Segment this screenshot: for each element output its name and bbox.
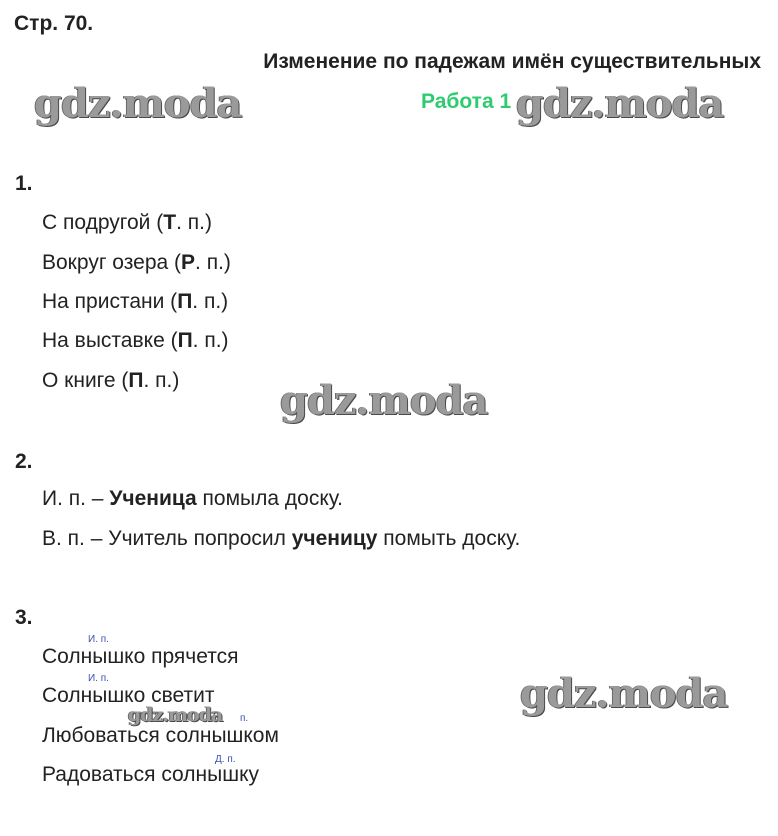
task1-line: С подругой (Т. п.) xyxy=(42,211,212,234)
page-number: Стр. 70. xyxy=(14,12,94,35)
task1-line: На выставке (П. п.) xyxy=(42,329,229,352)
case-note: Д. п. xyxy=(215,754,236,765)
case-note: п. xyxy=(240,713,249,724)
case-note: И. п. xyxy=(88,673,109,684)
watermark-logo: gdz.moda xyxy=(280,377,488,424)
task-number: 1. xyxy=(15,172,33,195)
task-number: 2. xyxy=(15,450,33,473)
task1-line: О книге (П. п.) xyxy=(42,369,180,392)
work-label: Работа 1 xyxy=(421,90,512,113)
task-number: 3. xyxy=(15,606,33,629)
task2-line: В. п. – Учитель попросил ученицу помыть доску. xyxy=(42,527,521,550)
section-heading: Изменение по падежам имён существительных xyxy=(263,50,761,73)
watermark-logo: gdz.moda xyxy=(128,704,223,726)
task2-line: И. п. – Ученица помыла доску. xyxy=(42,487,343,510)
watermark-logo: gdz.moda xyxy=(520,670,728,717)
task3-line: Солнышко прячется xyxy=(42,645,239,668)
task3-line: Радоваться солнышку xyxy=(42,763,259,786)
watermark-logo: gdz.moda xyxy=(34,80,242,127)
task1-line: Вокруг озера (Р. п.) xyxy=(42,251,231,274)
task1-line: На пристани (П. п.) xyxy=(42,290,229,313)
case-note: И. п. xyxy=(88,634,109,645)
task3-line: Любоваться солнышком xyxy=(42,724,279,747)
watermark-logo: gdz.moda xyxy=(516,80,724,127)
task3-line: Солнышко светит xyxy=(42,684,215,707)
